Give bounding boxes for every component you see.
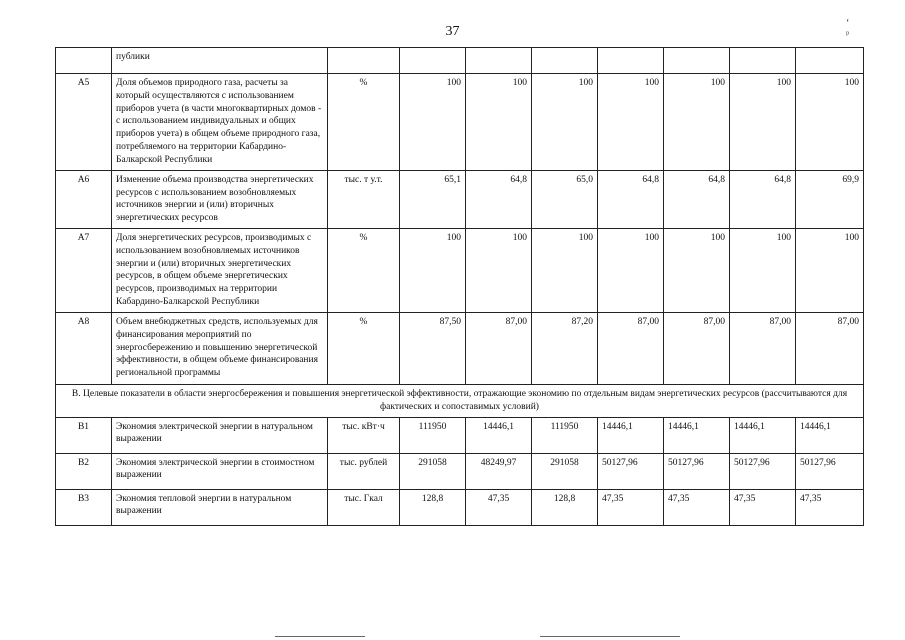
value-cell: 48249,97: [466, 453, 532, 489]
value-cell: 100: [598, 228, 664, 312]
indicator-name: публики: [112, 48, 328, 74]
table-row: [56, 417, 864, 453]
indicator-code: А6: [56, 170, 112, 228]
indicator-unit: %: [328, 312, 400, 384]
value-cell: 100: [796, 74, 864, 171]
value-cell: 64,8: [730, 170, 796, 228]
indicator-name: Доля энергетических ресурсов, производимых с использованием возобновляемых источников энергии и (или) вторичных энергетических ресурсов, в общем объеме энергетических ресурсов, производимых на территории Кабардино-Балкарской Республики: [112, 228, 328, 312]
value-cell: 100: [400, 74, 466, 171]
value-cell: 100: [532, 228, 598, 312]
value-cell: 87,00: [730, 312, 796, 384]
table-row: [56, 48, 864, 74]
value-cell: 47,35: [730, 489, 796, 525]
value-cell: 100: [664, 74, 730, 171]
value-cell: 100: [664, 228, 730, 312]
value-cell: 100: [466, 74, 532, 171]
indicator-unit: тыс. рублей: [328, 453, 400, 489]
value-cell: 291058: [532, 453, 598, 489]
indicator-unit: тыс. т у.т.: [328, 170, 400, 228]
indicator-name: Экономия электрической энергии в натуральном выражении: [112, 417, 328, 453]
indicator-name: Экономия электрической энергии в стоимостном выражении: [112, 453, 328, 489]
value-cell: 291058: [400, 453, 466, 489]
value-cell: [532, 48, 598, 74]
value-cell: [664, 48, 730, 74]
indicator-unit: тыс. Гкал: [328, 489, 400, 525]
value-cell: 50127,96: [796, 453, 864, 489]
value-cell: 64,8: [598, 170, 664, 228]
indicators-table: [55, 47, 864, 526]
value-cell: 111950: [532, 417, 598, 453]
corner-marks: ‘ ᵖ: [846, 18, 872, 40]
value-cell: 100: [796, 228, 864, 312]
value-cell: 14446,1: [730, 417, 796, 453]
value-cell: 14446,1: [598, 417, 664, 453]
section-b-title: В. Целевые показатели в области энергосбережения и повышения энергетической эффективности, отражающие экономию по отдельным видам энергетических ресурсов (рассчитываются для фактических и сопоставимых условий): [56, 384, 864, 417]
value-cell: 87,20: [532, 312, 598, 384]
value-cell: 100: [466, 228, 532, 312]
value-cell: 14446,1: [664, 417, 730, 453]
table-row: [56, 228, 864, 312]
value-cell: 69,9: [796, 170, 864, 228]
table-row: [56, 74, 864, 171]
value-cell: 87,00: [796, 312, 864, 384]
value-cell: [730, 48, 796, 74]
indicator-code: В1: [56, 417, 112, 453]
indicator-unit: %: [328, 228, 400, 312]
table-row: [56, 312, 864, 384]
value-cell: 128,8: [400, 489, 466, 525]
value-cell: 87,50: [400, 312, 466, 384]
indicator-name: Экономия тепловой энергии в натуральном выражении: [112, 489, 328, 525]
indicator-code: [56, 48, 112, 74]
value-cell: 47,35: [466, 489, 532, 525]
value-cell: [598, 48, 664, 74]
value-cell: 100: [598, 74, 664, 171]
value-cell: [796, 48, 864, 74]
table-row: [56, 453, 864, 489]
value-cell: 14446,1: [466, 417, 532, 453]
value-cell: 47,35: [796, 489, 864, 525]
indicator-unit: тыс. кВт·ч: [328, 417, 400, 453]
indicator-code: А8: [56, 312, 112, 384]
value-cell: 65,1: [400, 170, 466, 228]
indicator-name: Объем внебюджетных средств, используемых для финансирования мероприятий по энергосбережению и повышению энергетической эффективности, в общем объеме финансирования региональной программы: [112, 312, 328, 384]
indicator-code: А7: [56, 228, 112, 312]
value-cell: 100: [730, 228, 796, 312]
footer-rule: [540, 636, 680, 637]
indicator-name: Доля объемов природного газа, расчеты за который осуществляются с использованием приборов учета (в части многоквартирных домов - с использованием индивидуальных и общих приборов учета) в общем объеме природного газа, потребляемого на территории Кабардино-Балкарской Республики: [112, 74, 328, 171]
section-b-row: [56, 384, 864, 417]
page-number: 37: [445, 24, 460, 39]
value-cell: 87,00: [664, 312, 730, 384]
value-cell: 50127,96: [598, 453, 664, 489]
value-cell: 100: [730, 74, 796, 171]
value-cell: 100: [400, 228, 466, 312]
indicator-code: В2: [56, 453, 112, 489]
indicator-unit: [328, 48, 400, 74]
value-cell: 50127,96: [730, 453, 796, 489]
table-row: [56, 489, 864, 525]
indicator-name: Изменение объема производства энергетических ресурсов с использованием возобновляемых источников энергии и (или) вторичных энергетических ресурсов: [112, 170, 328, 228]
indicator-code: А5: [56, 74, 112, 171]
value-cell: 50127,96: [664, 453, 730, 489]
value-cell: 100: [532, 74, 598, 171]
value-cell: [466, 48, 532, 74]
value-cell: 87,00: [466, 312, 532, 384]
value-cell: [400, 48, 466, 74]
value-cell: 87,00: [598, 312, 664, 384]
value-cell: 111950: [400, 417, 466, 453]
value-cell: 64,8: [466, 170, 532, 228]
value-cell: 65,0: [532, 170, 598, 228]
value-cell: 128,8: [532, 489, 598, 525]
footer-rule: [275, 636, 365, 637]
indicator-code: В3: [56, 489, 112, 525]
value-cell: 14446,1: [796, 417, 864, 453]
indicator-unit: %: [328, 74, 400, 171]
table-row: [56, 170, 864, 228]
value-cell: 47,35: [598, 489, 664, 525]
value-cell: 64,8: [664, 170, 730, 228]
value-cell: 47,35: [664, 489, 730, 525]
